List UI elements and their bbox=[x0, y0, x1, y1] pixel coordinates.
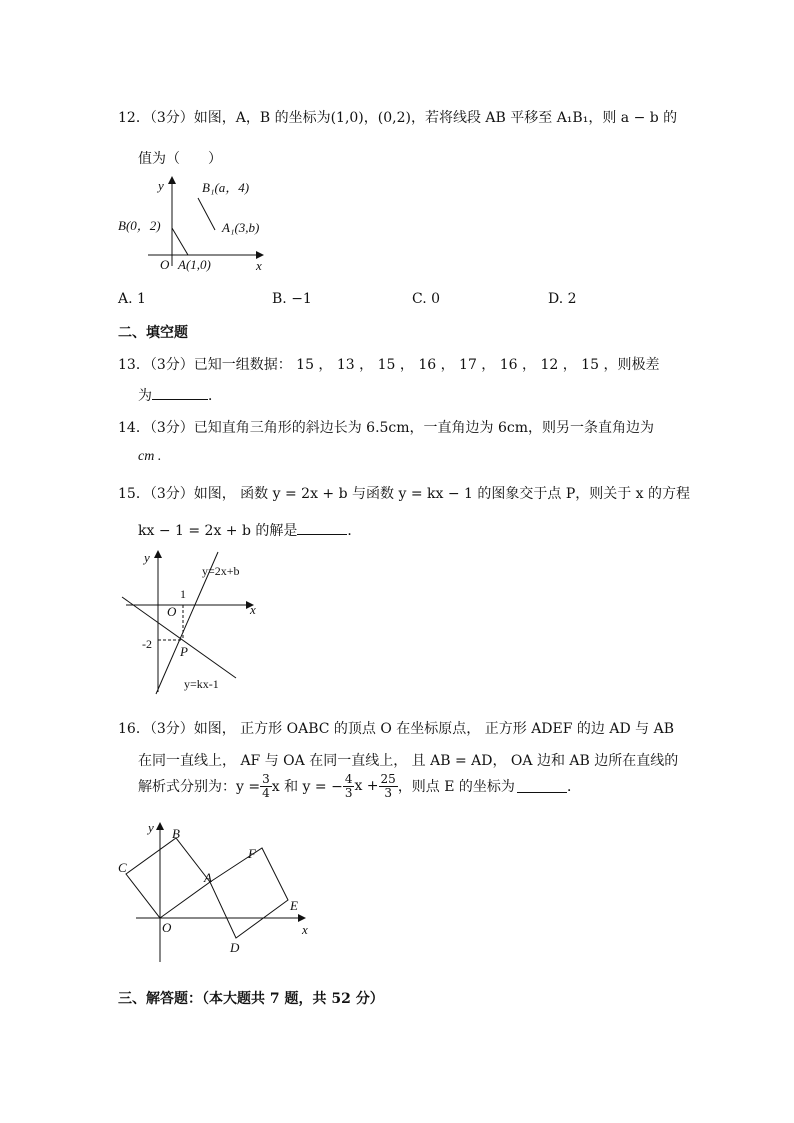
q13-text-line1: 13．（3分）已知一组数据： 15 ， 13 ， 15 ， 16 ， 17 ， 16 ， 12 ， 15 ，则极差 bbox=[118, 357, 660, 373]
section-solve-heading: 三、解答题：（本大题共 7 题，共 52 分） bbox=[118, 991, 384, 1007]
q16-fraction-3-4 bbox=[260, 773, 272, 799]
section-fill-in-heading: 二、填空题 bbox=[118, 325, 188, 341]
q13-text-line2 bbox=[138, 385, 222, 405]
q15-point-p-label: P bbox=[180, 644, 188, 659]
q13-line2-prefix: 为 bbox=[138, 388, 152, 404]
q16-x-label: x bbox=[302, 922, 308, 937]
q15-line-kx-minus-1 bbox=[122, 597, 236, 678]
q12-b-label: B(0，2) bbox=[118, 218, 161, 233]
q12-choice-a[interactable]: A. 1 bbox=[118, 291, 146, 307]
q15-figure bbox=[118, 542, 268, 698]
q16-vertex-b-label: B bbox=[172, 826, 180, 841]
q16-square-adef bbox=[210, 848, 288, 938]
q16-frac3-denominator: 3 bbox=[384, 785, 392, 800]
q16-frac1-numerator: 3 bbox=[262, 772, 270, 786]
q14-text-line1: 14．（3分）已知直角三角形的斜边长为 6.5cm，一直角边为 6cm，则另一条直角边为 bbox=[118, 420, 655, 436]
q16-line3-end: ． bbox=[566, 779, 581, 796]
q12-a1-label: A₁(3,b) bbox=[222, 220, 260, 235]
q12-b1-label: B₁(a，4) bbox=[202, 180, 250, 195]
q12-segment-a1b1 bbox=[198, 198, 215, 230]
q12-x-label: x bbox=[256, 258, 262, 273]
q12-choice-d[interactable]: D. 2 bbox=[548, 291, 577, 307]
q15-answer-blank[interactable] bbox=[297, 522, 347, 535]
q15-line1-label: y=2x+b bbox=[202, 564, 240, 578]
q15-text-line1: 15．（3分）如图， 函数 y = 2x + b 与函数 y = kx − 1 的图象交于点 P，则关于 x 的方程 bbox=[118, 486, 691, 502]
q16-vertex-o-label: O bbox=[162, 920, 172, 935]
q15-y-arrow bbox=[154, 550, 162, 558]
q12-choice-c[interactable]: C. 0 bbox=[412, 291, 441, 307]
q16-frac2-numerator: 4 bbox=[344, 772, 353, 786]
q15-x-label: x bbox=[250, 602, 256, 617]
q15-text-line2 bbox=[138, 520, 361, 540]
q16-frac2-denominator: 3 bbox=[344, 785, 353, 800]
q15-tick-1: 1 bbox=[180, 587, 186, 601]
q15-line2-suffix: ． bbox=[347, 523, 362, 539]
q16-vertex-d-label: D bbox=[230, 940, 240, 955]
q16-y-arrow bbox=[156, 822, 164, 830]
q16-answer-blank[interactable] bbox=[517, 780, 567, 793]
q14-text-line2: cm . bbox=[138, 449, 162, 464]
q12-text-line2: 值为（ ） bbox=[138, 151, 222, 167]
q16-vertex-c-label: C bbox=[118, 860, 127, 875]
q12-choice-b[interactable]: B. −1 bbox=[272, 291, 312, 307]
q16-text-line2: 在同一直线上， AF 与 OA 在同一直线上， 且 AB = AD， OA 边和 AB 边所在直线的 bbox=[138, 753, 679, 769]
q16-frac3-numerator: 25 bbox=[380, 772, 396, 786]
q16-fraction-25-3 bbox=[379, 773, 398, 799]
q16-fraction-4-3 bbox=[343, 773, 355, 799]
q12-y-label: y bbox=[158, 178, 164, 193]
q12-segment-ab bbox=[172, 228, 188, 255]
q16-y-label: y bbox=[148, 820, 154, 835]
q16-line3-prefix: 解析式分别为：y = bbox=[138, 779, 261, 796]
q12-y-arrow bbox=[168, 176, 176, 184]
q16-line3-post: ，则点 E 的坐标为 bbox=[397, 779, 515, 796]
q15-line2-label: y=kx-1 bbox=[184, 677, 219, 691]
q16-text-line1: 16．（3分）如图， 正方形 OABC 的顶点 O 在坐标原点， 正方形 ADEF 的边 AD 与 AB bbox=[118, 721, 674, 737]
q13-line2-suffix: ． bbox=[208, 388, 222, 404]
q16-text-line3 bbox=[138, 773, 581, 799]
q15-y-label: y bbox=[144, 550, 150, 565]
q12-a-label: A(1,0) bbox=[178, 257, 211, 272]
q12-text-line1: 12．（3分）如图，A，B 的坐标为(1,0)，(0,2)，若将线段 AB 平移至 A₁B₁，则 a − b 的 bbox=[118, 110, 678, 126]
q13-answer-blank[interactable] bbox=[152, 387, 208, 400]
q15-line2-prefix: kx − 1 = 2x + b 的解是 bbox=[138, 523, 298, 539]
q12-figure bbox=[118, 170, 278, 282]
q16-vertex-f-label: F bbox=[248, 846, 256, 861]
q12-origin-label: O bbox=[160, 257, 170, 272]
q16-square-oabc bbox=[126, 838, 210, 918]
q16-vertex-e-label: E bbox=[290, 898, 298, 913]
q16-line3-mid2: x + bbox=[354, 778, 379, 795]
q16-frac1-denominator: 4 bbox=[262, 785, 270, 800]
q16-vertex-a-label: A bbox=[204, 870, 212, 885]
q15-tick-neg2: -2 bbox=[142, 637, 152, 651]
q15-origin-label: O bbox=[167, 604, 177, 619]
q16-line3-mid1: x 和 y = − bbox=[271, 779, 343, 796]
q16-x-arrow bbox=[298, 914, 306, 922]
q16-figure bbox=[116, 818, 316, 968]
